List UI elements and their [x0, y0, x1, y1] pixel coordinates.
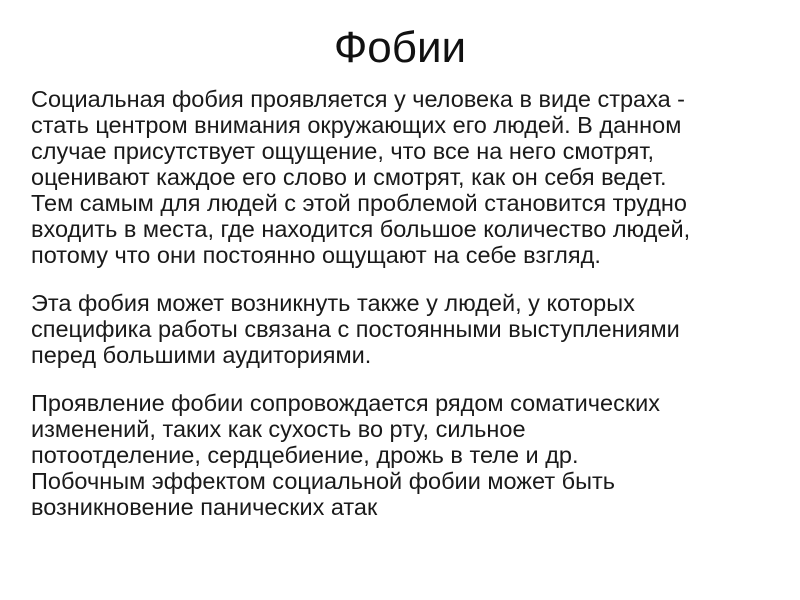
slide-title: Фобии [333, 23, 467, 72]
paragraph-somatic-symptoms [31, 390, 791, 520]
text-line: специфика работы связана с постоянными выступлениями [31, 316, 680, 342]
text-line: Социальная фобия проявляется у человека в виде страха - [31, 86, 686, 112]
text-line: случае присутствует ощущение, что все на него смотрят, [31, 138, 655, 164]
text-line: входить в места, где находится большое количество людей, [31, 216, 691, 242]
text-line: потому что они постоянно ощущают на себе взгляд. [31, 242, 601, 268]
slide-body [31, 86, 791, 542]
text-line: Побочным эффектом социальной фобии может быть [31, 468, 615, 494]
text-line: изменений, таких как сухость во рту, сильное [31, 416, 526, 442]
text-line: перед большими аудиториями. [31, 342, 372, 368]
paragraph-social-phobia [31, 86, 791, 268]
text-line: потоотделение, сердцебиение, дрожь в теле и др. [31, 442, 579, 468]
text-line: стать центром внимания окружающих его людей. В данном [31, 112, 682, 138]
text-line: Проявление фобии сопровождается рядом соматических [31, 390, 661, 416]
text-line: Тем самым для людей с этой проблемой становится трудно [31, 190, 687, 216]
text-line: оценивают каждое его слово и смотрят, как он себя ведет. [31, 164, 667, 190]
paragraph-public-speaking [31, 290, 791, 368]
text-line: возникновение панических атак [31, 494, 378, 520]
text-line: Эта фобия может возникнуть также у людей, у которых [31, 290, 635, 316]
